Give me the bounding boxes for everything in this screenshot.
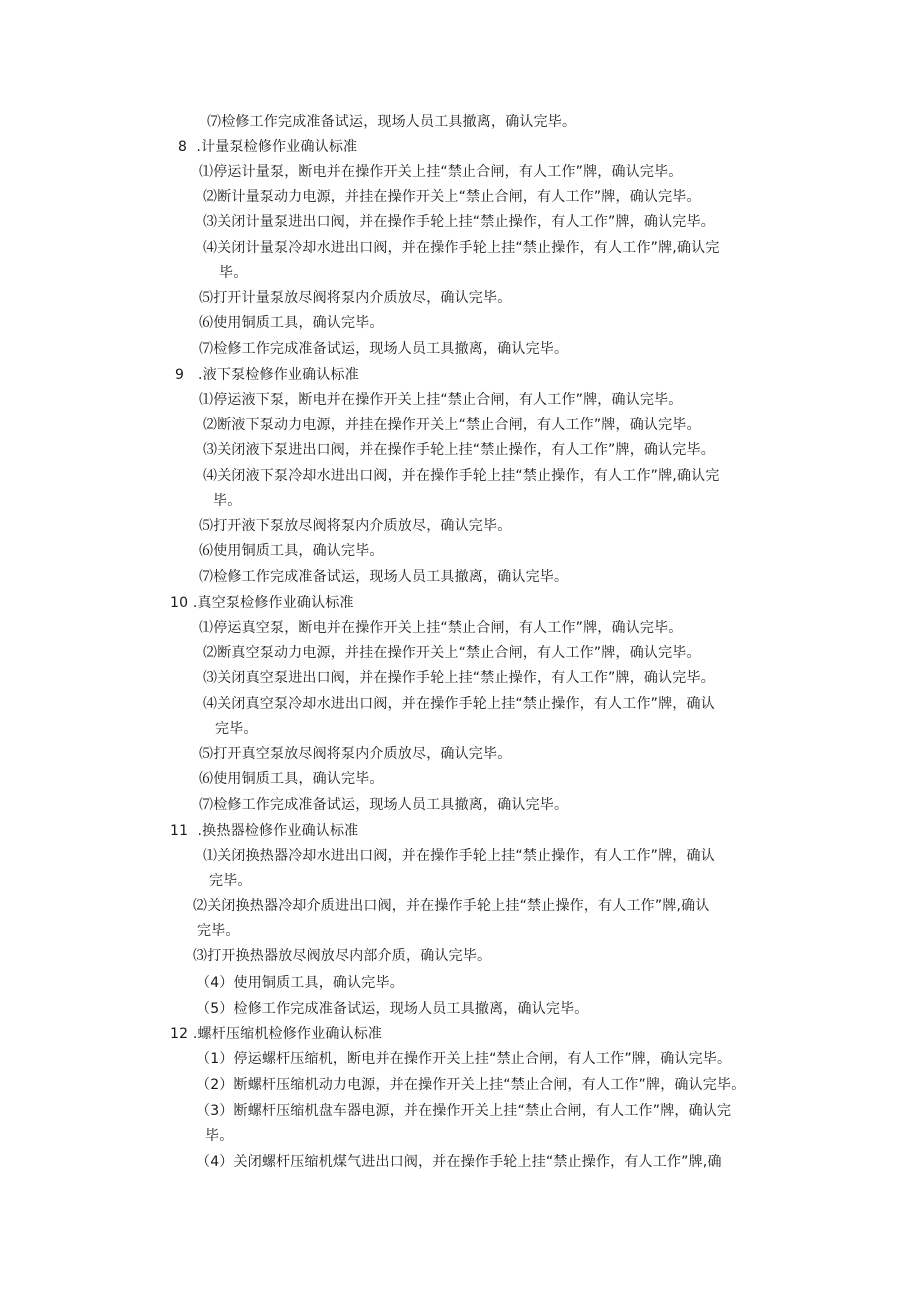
text-line: ⑸打开真空泵放尽阀将泵内介质放尽，确认完毕。 [199,746,512,762]
text-line: ⑵断计量泵动力电源，并挂在操作开关上“禁止合闸，有人工作”牌，确认完毕。 [203,189,701,205]
section-heading: 8 .计量泵检修作业确认标准 [178,139,358,155]
text-line: （4）使用铜质工具，确认完毕。 [196,975,404,991]
text-line: ⑶关闭真空泵进出口阀，并在操作手轮上挂“禁止操作，有人工作”牌，确认完毕。 [203,670,715,686]
text-line: ⑺检修工作完成准备试运，现场人员工具撤离，确认完毕。 [199,797,569,813]
section-heading: 9 .液下泵检修作业确认标准 [175,367,359,383]
text-line: 完毕。 [197,923,240,939]
text-line: ⑵断真空泵动力电源，并挂在操作开关上“禁止合闸，有人工作”牌，确认完毕。 [203,645,701,661]
section-heading: 10 .真空泵检修作业确认标准 [170,595,354,611]
text-line: （5）检修工作完成准备试运，现场人员工具撤离，确认完毕。 [196,1001,589,1017]
text-line: ⑵关闭换热器冷却介质进出口阀，并在操作手轮上挂“禁止操作，有人工作”牌,确认 [193,898,710,914]
text-line: ⑸打开计量泵放尽阀将泵内介质放尽，确认完毕。 [199,290,512,306]
text-line: ⑹使用铜质工具，确认完毕。 [199,543,384,559]
text-line: （4）关闭螺杆压缩机煤气进出口阀，并在操作手轮上挂“禁止操作，有人工作”牌,确 [196,1154,722,1170]
text-line: ⑶关闭液下泵进出口阀，并在操作手轮上挂“禁止操作，有人工作”牌，确认完毕。 [203,442,715,458]
text-line: ⑷关闭液下泵冷却水进出口阀，并在操作手轮上挂“禁止操作，有人工作”牌,确认完 [203,468,720,484]
section-heading: 11 .换热器检修作业确认标准 [170,823,359,839]
text-line: ⑺检修工作完成准备试运，现场人员工具撤离，确认完毕。 [207,114,577,130]
text-line: （2）断螺杆压缩机动力电源，并在操作开关上挂“禁止合闸，有人工作”牌，确认完毕。 [196,1077,746,1093]
text-line: ⑷关闭真空泵冷却水进出口阀，并在操作手轮上挂“禁止操作，有人工作”牌，确认 [203,696,715,712]
text-line: 毕。 [205,1128,234,1144]
text-line: ⑴停运计量泵，断电并在操作开关上挂“禁止合闸，有人工作”牌，确认完毕。 [199,164,683,180]
text-line: ⑴停运液下泵，断电并在操作开关上挂“禁止合闸，有人工作”牌，确认完毕。 [199,392,683,408]
text-line: 完毕。 [215,721,258,737]
text-line: ⑹使用铜质工具，确认完毕。 [199,771,384,787]
text-line: 毕。 [213,493,242,509]
text-line: （1）停运螺杆压缩机，断电并在操作开关上挂“禁止合闸，有人工作”牌，确认完毕。 [196,1051,732,1067]
text-line: ⑺检修工作完成准备试运，现场人员工具撤离，确认完毕。 [199,569,569,585]
text-line: ⑶打开换热器放尽阀放尽内部介质，确认完毕。 [193,948,492,964]
text-line: 完毕。 [209,873,252,889]
text-line: （3）断螺杆压缩机盘车器电源，并在操作开关上挂“禁止合闸，有人工作”牌，确认完 [196,1103,732,1119]
text-line: 毕。 [219,265,248,281]
text-line: ⑺检修工作完成准备试运，现场人员工具撤离，确认完毕。 [199,341,569,357]
text-line: ⑹使用铜质工具，确认完毕。 [199,315,384,331]
text-line: ⑴停运真空泵，断电并在操作开关上挂“禁止合闸，有人工作”牌，确认完毕。 [199,620,683,636]
text-line: ⑸打开液下泵放尽阀将泵内介质放尽，确认完毕。 [199,518,512,534]
text-line: ⑷关闭计量泵冷却水进出口阀，并在操作手轮上挂“禁止操作，有人工作”牌,确认完 [203,240,720,256]
text-line: ⑴关闭换热器冷却水进出口阀，并在操作手轮上挂“禁止操作，有人工作”牌，确认 [203,848,715,864]
section-heading: 12 .螺杆压缩机检修作业确认标准 [170,1026,383,1042]
text-line: ⑶关闭计量泵进出口阀，并在操作手轮上挂“禁止操作，有人工作”牌，确认完毕。 [203,214,715,230]
text-line: ⑵断液下泵动力电源，并挂在操作开关上“禁止合闸，有人工作”牌，确认完毕。 [203,417,701,433]
